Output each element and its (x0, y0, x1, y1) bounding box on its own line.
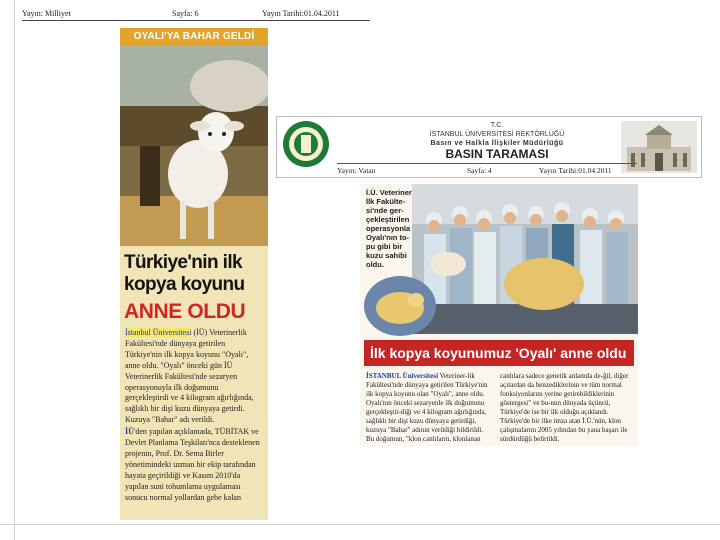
clipping-banner: OYALI'YA BAHAR GELDİ (120, 28, 268, 46)
press-scan-title: BASIN TARAMASI (445, 147, 549, 161)
column-1-text: Veteriner-lik Fakültesi'nde dünyaya getirilen Türkiye'nin ilk kopya koyunu olan "Oyalı", anne oldu. Oyalı'nın önceki sezaryenle ilk doğumunu gerçekleştir-diği ve 4 kilogram ağırlığında, sağlıklı bir dişi kuzu dünyaya getirdiği, kuzuya "Bahar" adının verildiği bildirildi. Bu doğumun, "klon canlıların, klonlanan (366, 372, 488, 443)
highlight-iu: İÜ (125, 427, 134, 437)
article-headline-banner: İlk kopya koyunumuz 'Oyalı' anne oldu (364, 340, 634, 366)
publish-date: Yayın Tarihi:01.04.2011 (262, 9, 340, 18)
publication-name: Yayın: Vatan (337, 166, 376, 175)
page-number: Sayfa: 4 (467, 166, 492, 175)
article-body (125, 328, 263, 505)
publication-name: Yayın: Milliyet (22, 9, 71, 18)
headline-line-2: kopya koyunu (124, 274, 245, 295)
article-column-2: canlılara sadece genetik anlamda de-ğil, diğer açılardan da benzediklerinin ve tüm normal fonksiyonlarını yerine getirebildiklerinin göstergesi" ve bu-nun dünyada üçüncü, Türkiye'de ise bir ilk olduğu açıklandı. Türkiye'de bir ilke imza atan İ.Ü.'nün, klon çalışmalarını 2005 yılından bu yana başarı ile sürdürdüğü belirtildi. (500, 372, 629, 443)
paragraph-1 (125, 328, 263, 426)
press-scan-header (276, 116, 702, 178)
headline-red: ANNE OLDU (124, 300, 246, 323)
rectorate-name: İSTANBUL ÜNİVERSİTESİ REKTÖRLÜĞÜ (429, 131, 565, 138)
article-column-1 (366, 372, 492, 444)
rectorate-title (377, 121, 617, 148)
press-scan-meta (337, 163, 637, 176)
paragraph-2 (125, 427, 263, 503)
left-clipping-header (22, 6, 370, 21)
lamb-photo (120, 46, 268, 246)
frame-line-left (14, 0, 15, 540)
directorate-name: Basın ve Halkla İlişkiler Müdürlüğü (430, 140, 564, 147)
page-number: Sayfa: 6 (172, 9, 199, 18)
newborn-lamb-inset-photo (364, 276, 436, 336)
highlight-university: İSTANBUL Üniversitesi (366, 372, 439, 380)
university-seal-logo (281, 119, 331, 169)
milliyet-clipping (120, 28, 268, 520)
paragraph-1-text: (İÜ) Veterinerlik Fakültesi'nde dünyaya getirilen Türkiye'nin ilk kopya koyunu "Oyalı", anne oldu. "Oyalı" önceki gün İÜ Veterinerlik Fakültesi'nde sezaryen operasyonuyla ilk doğumunu gerçekleştirdi ve 4 kilogram ağırlığında, sağlıklı bir dişi kuzu dünyaya getirdi. Kuzuya "Bahar" adı verildi. (125, 328, 254, 425)
photo-caption: İ.Ü. Veteriner İlk Fakülte-si'nde ger-çekleştirilen operasyonla Oyalı'nın to-pu gibi bir kuzu sahibi oldu. (366, 188, 412, 269)
headline (124, 252, 266, 296)
publish-date: Yayın Tarihi:01.04.2011 (539, 166, 612, 175)
highlight-university: İstanbul Üniversitesi (125, 328, 192, 337)
paragraph-2-text: 'den yapılan açıklamada, TÜBİTAK ve Devlet Planlama Teşkilatı'nca desteklenen projenin, Prof. Dr. Sema Birler yönetimindeki uzman bir ekip tarafından hayata geçirildiği ve Kasım 2010'da yapılan suni tohumlama uygulaması sonucu normal yollardan gebe kalan (125, 427, 260, 502)
vatan-clipping (360, 184, 638, 446)
veterinary-team-photo (412, 184, 638, 334)
tc-label: T.C. (490, 122, 504, 129)
headline-line-1: Türkiye'nin ilk (124, 252, 242, 273)
frame-line-bottom (0, 524, 720, 525)
